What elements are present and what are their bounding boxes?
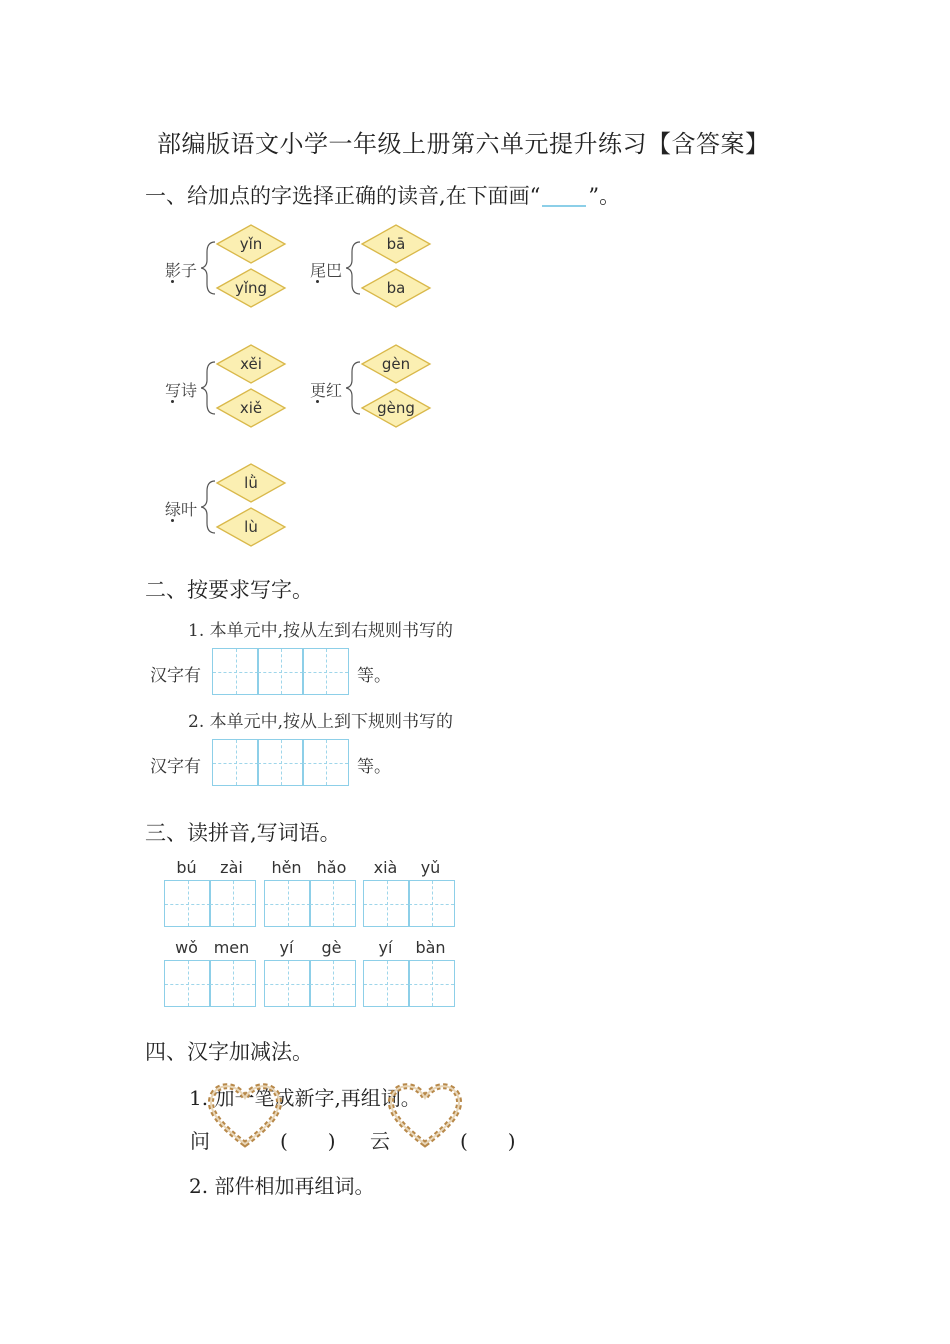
grid-guide-horizontal (364, 904, 409, 905)
tianzige-cell[interactable] (363, 880, 410, 927)
emphasis-dot (171, 280, 174, 283)
tianzige-cell[interactable] (309, 960, 356, 1007)
grid-guide-horizontal (310, 984, 355, 985)
grid-guide-horizontal (303, 672, 348, 673)
pinyin-syllable: wǒ (175, 938, 198, 957)
pinyin-syllable: bàn (415, 938, 446, 957)
grid-guide-horizontal (210, 904, 255, 905)
tianzige-cell[interactable] (363, 960, 410, 1007)
heart-icon (385, 1080, 465, 1150)
section4-q1: 1. 加一笔成新字,再组词。 (189, 1086, 421, 1110)
brace-icon (346, 242, 360, 294)
section2-q1-prefix: 汉字有 (150, 666, 201, 686)
section1-heading-b: ”。 (588, 184, 621, 208)
brace-icon (201, 242, 215, 294)
pinyin-option[interactable]: lǜ (244, 474, 258, 492)
section2-q2-suffix: 等。 (357, 757, 391, 777)
section4-heading: 四、汉字加减法。 (145, 1040, 313, 1064)
pinyin-syllable: yí (378, 938, 393, 957)
section4-char2: 云 (370, 1129, 390, 1153)
pinyin-option[interactable]: xiě (239, 399, 263, 417)
grid-guide-horizontal (303, 763, 348, 764)
pinyin-option[interactable]: lù (244, 518, 258, 536)
choice-word: 影子 (165, 261, 198, 280)
answer-underline-sample (542, 205, 586, 207)
grid-guide-horizontal (258, 763, 303, 764)
brace-icon (201, 481, 215, 533)
pinyin-syllable: hěn (271, 858, 302, 877)
pinyin-syllable: yí (279, 938, 294, 957)
pinyin-syllable: men (213, 938, 250, 957)
pinyin-syllable: hǎo (316, 858, 347, 877)
section2-heading: 二、按要求写字。 (145, 578, 313, 602)
section4-char1: 问 (190, 1129, 210, 1153)
section1-heading-a: 一、给加点的字选择正确的读音,在下面画“ (145, 184, 541, 208)
brace-and-diamonds (201, 461, 331, 553)
answer-paren-2[interactable]: ( ) (460, 1129, 516, 1153)
tianzige-cell[interactable] (212, 648, 259, 695)
tianzige-cell[interactable] (302, 739, 349, 786)
choice-word: 绿叶 (165, 500, 198, 519)
tianzige-cell[interactable] (264, 880, 311, 927)
choice-word: 更红 (310, 381, 343, 400)
grid-guide-horizontal (165, 904, 210, 905)
tianzige-cell[interactable] (257, 739, 304, 786)
answer-paren-1[interactable]: ( ) (280, 1129, 336, 1153)
tianzige-cell[interactable] (164, 960, 211, 1007)
pinyin-option[interactable]: yǐn (239, 235, 263, 253)
tianzige-cell[interactable] (264, 960, 311, 1007)
pinyin-option[interactable]: gèn (381, 355, 411, 373)
pinyin-syllable: bú (176, 858, 197, 877)
tianzige-cell[interactable] (257, 648, 304, 695)
tianzige-cell[interactable] (309, 880, 356, 927)
pinyin-option[interactable]: bā (386, 235, 406, 253)
pinyin-syllable: yǔ (420, 858, 441, 877)
section1-heading (145, 180, 620, 210)
tianzige-cell[interactable] (164, 880, 211, 927)
grid-guide-horizontal (409, 984, 454, 985)
pinyin-syllable: zài (220, 858, 243, 877)
grid-guide-horizontal (213, 763, 258, 764)
tianzige-cell[interactable] (212, 739, 259, 786)
section2-q1-suffix: 等。 (357, 666, 391, 686)
tianzige-cell[interactable] (209, 880, 256, 927)
grid-guide-horizontal (265, 904, 310, 905)
pinyin-option[interactable]: ba (386, 279, 406, 297)
grid-guide-horizontal (165, 984, 210, 985)
grid-guide-horizontal (213, 672, 258, 673)
pinyin-option[interactable]: gèng (377, 399, 415, 417)
brace-icon (201, 362, 215, 414)
emphasis-dot (171, 400, 174, 403)
brace-icon (346, 362, 360, 414)
grid-guide-horizontal (409, 904, 454, 905)
page-title: 部编版语文小学一年级上册第六单元提升练习【含答案】 (157, 130, 770, 158)
section4-q2: 2. 部件相加再组词。 (189, 1174, 375, 1198)
tianzige-cell[interactable] (408, 880, 455, 927)
emphasis-dot (316, 400, 319, 403)
grid-guide-horizontal (265, 984, 310, 985)
pinyin-option[interactable]: xěi (240, 355, 262, 373)
tianzige-cell[interactable] (302, 648, 349, 695)
brace-and-diamonds (346, 222, 476, 314)
tianzige-cell[interactable] (408, 960, 455, 1007)
brace-and-diamonds (346, 342, 476, 434)
section2-q2: 2. 本单元中,按从上到下规则书写的 (188, 712, 454, 732)
pinyin-syllable: xià (373, 858, 398, 877)
emphasis-dot (316, 280, 319, 283)
grid-guide-horizontal (364, 984, 409, 985)
heart-icon (205, 1080, 285, 1150)
section3-heading: 三、读拼音,写词语。 (145, 821, 341, 845)
grid-guide-horizontal (258, 672, 303, 673)
grid-guide-horizontal (210, 984, 255, 985)
section2-q1: 1. 本单元中,按从左到右规则书写的 (188, 621, 454, 641)
choice-word: 尾巴 (310, 261, 343, 280)
grid-guide-horizontal (310, 904, 355, 905)
choice-word: 写诗 (165, 381, 198, 400)
pinyin-option[interactable]: yǐng (234, 279, 268, 297)
section2-q2-prefix: 汉字有 (150, 757, 201, 777)
emphasis-dot (171, 519, 174, 522)
tianzige-cell[interactable] (209, 960, 256, 1007)
pinyin-syllable: gè (321, 938, 342, 957)
